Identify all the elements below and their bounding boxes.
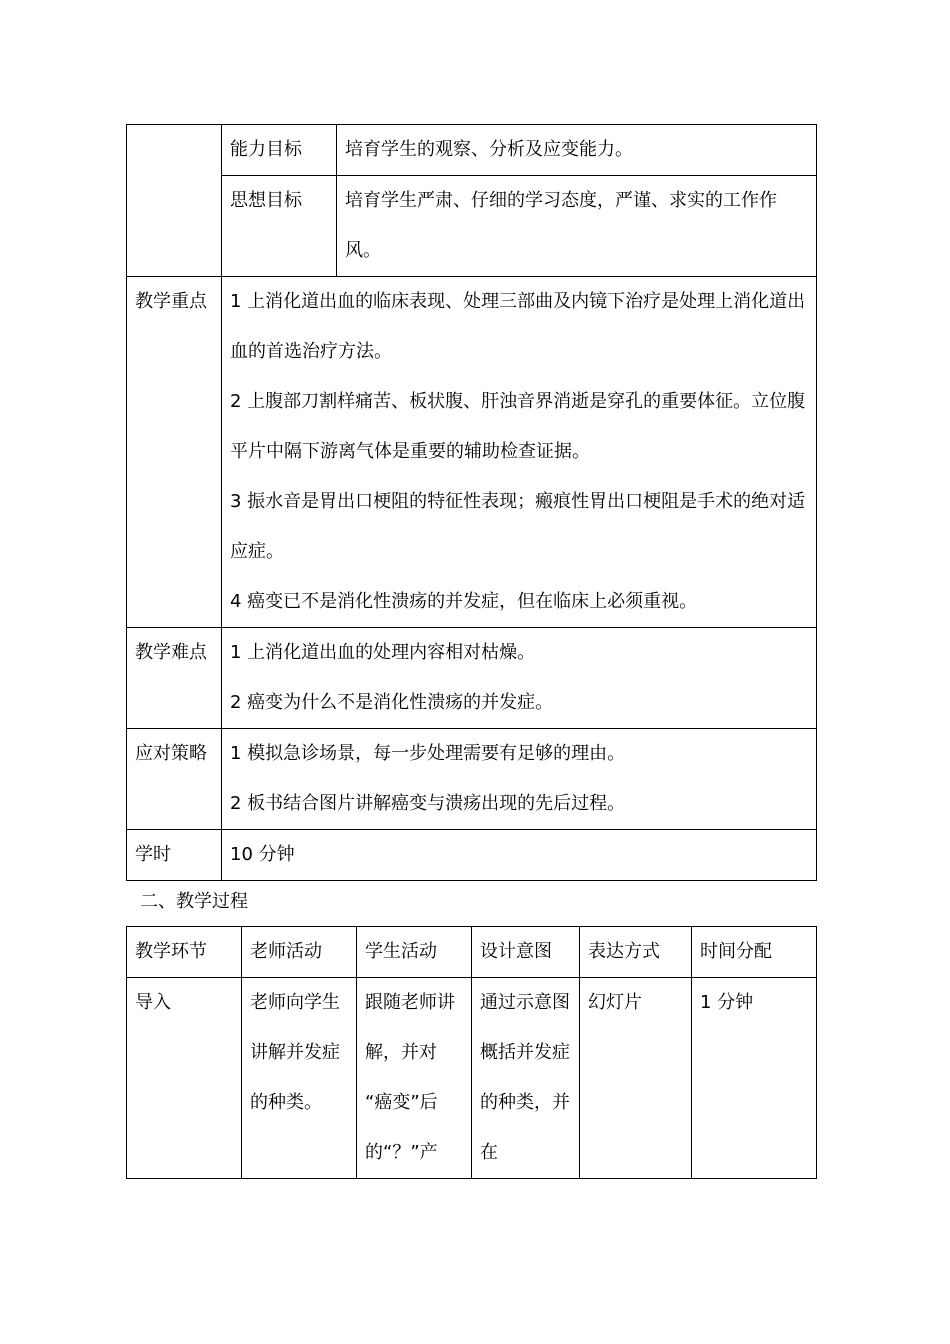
teaching-objectives-table xyxy=(126,124,817,881)
header-teacher-activity: 老师活动 xyxy=(242,927,357,978)
cell-design-intent: 通过示意图概括并发症的种类，并在 xyxy=(472,978,580,1179)
table-row xyxy=(127,978,817,1179)
header-time-allocation: 时间分配 xyxy=(692,927,817,978)
cell-student-activity: 跟随老师讲解，并对 “癌变”后的“？”产 xyxy=(357,978,472,1179)
key-point-2: 2 上腹部刀割样痛苦、板状腹、肝浊音界消逝是穿孔的重要体征。立位腹平片中隔下游离气体是重要的辅助检查证据。 xyxy=(230,391,806,462)
table-row xyxy=(127,729,817,830)
key-point-4: 4 癌变已不是消化性溃疡的并发症，但在临床上必须重视。 xyxy=(230,591,698,612)
teaching-process-table xyxy=(126,926,817,1179)
header-stage: 教学环节 xyxy=(127,927,242,978)
hours-value: 10 分钟 xyxy=(222,830,817,881)
strategies-label: 应对策略 xyxy=(127,729,222,830)
table-header-row xyxy=(127,927,817,978)
key-points-label: 教学重点 xyxy=(127,277,222,628)
strategies-cell xyxy=(222,729,817,830)
header-expression-method: 表达方式 xyxy=(580,927,692,978)
table-row xyxy=(127,277,817,628)
header-student-activity: 学生活动 xyxy=(357,927,472,978)
ability-goal-label: 能力目标 xyxy=(222,125,337,176)
key-point-1: 1 上消化道出血的临床表现、处理三部曲及内镜下治疗是处理上消化道出血的首选治疗方法。 xyxy=(230,291,806,362)
hours-label: 学时 xyxy=(127,830,222,881)
ability-goal-text: 培育学生的观察、分析及应变能力。 xyxy=(337,125,817,176)
strategy-1: 1 模拟急诊场景，每一步处理需要有足够的理由。 xyxy=(230,743,626,764)
table-row xyxy=(127,830,817,881)
attitude-goal-label: 思想目标 xyxy=(222,176,337,277)
section-title: 二、教学过程 xyxy=(140,891,248,912)
key-points-cell xyxy=(222,277,817,628)
attitude-goal-text: 培育学生严肃、仔细的学习态度，严谨、求实的工作作风。 xyxy=(337,176,817,277)
table-row xyxy=(127,176,817,277)
cell-stage: 导入 xyxy=(127,978,242,1179)
difficulty-2: 2 癌变为什么不是消化性溃疡的并发症。 xyxy=(230,692,554,713)
cell-expression-method: 幻灯片 xyxy=(580,978,692,1179)
empty-cell xyxy=(127,125,222,277)
strategy-2: 2 板书结合图片讲解癌变与溃疡出现的先后过程。 xyxy=(230,793,626,814)
cell-teacher-activity: 老师向学生讲解并发症的种类。 xyxy=(242,978,357,1179)
difficulties-label: 教学难点 xyxy=(127,628,222,729)
table-row xyxy=(127,628,817,729)
header-design-intent: 设计意图 xyxy=(472,927,580,978)
key-point-3: 3 振水音是胃出口梗阻的特征性表现；瘢痕性胃出口梗阻是手术的绝对适应症。 xyxy=(230,491,806,562)
table-row xyxy=(127,125,817,176)
difficulties-cell xyxy=(222,628,817,729)
cell-time-allocation: 1 分钟 xyxy=(692,978,817,1179)
difficulty-1: 1 上消化道出血的处理内容相对枯燥。 xyxy=(230,642,536,663)
